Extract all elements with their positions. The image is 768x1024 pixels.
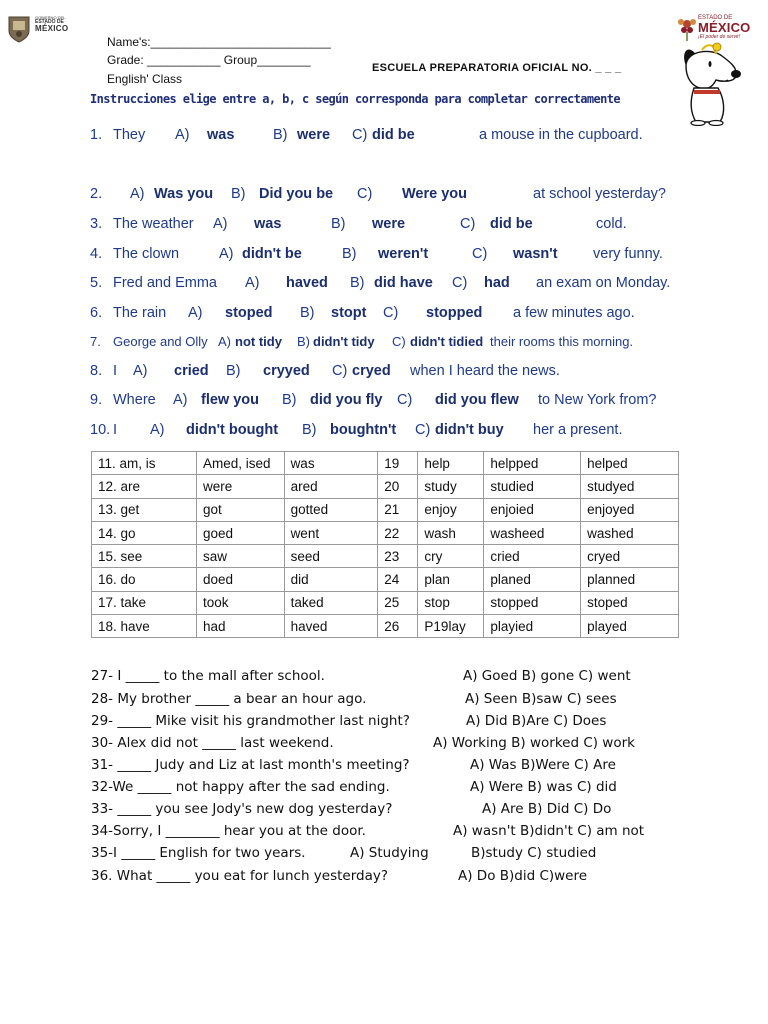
table-cell[interactable]: took	[197, 591, 285, 614]
table-cell: P19lay	[418, 615, 484, 638]
table-cell: 11. am, is	[92, 452, 197, 475]
option-c[interactable]: did be	[372, 127, 415, 143]
table-cell: cry	[418, 545, 484, 568]
table-cell[interactable]: planned	[581, 568, 679, 591]
table-cell[interactable]: goed	[197, 521, 285, 544]
logo-text-line2: MÉXICO	[698, 20, 751, 36]
option-a[interactable]: was	[207, 127, 235, 143]
table-cell: enjoy	[418, 498, 484, 521]
snoopy-illustration	[672, 42, 752, 126]
exercise-28-options[interactable]: A) Seen B)saw C) sees	[465, 691, 617, 707]
exercise-29-options[interactable]: A) Did B)Are C) Does	[466, 713, 607, 729]
option-a[interactable]: didn't be	[242, 246, 302, 262]
option-a[interactable]: stoped	[225, 305, 273, 321]
exercise-35-options-bc[interactable]: B)study C) studied	[471, 845, 597, 861]
exercise-35: 35-I _____ English for two years.	[91, 845, 306, 861]
option-a[interactable]: not tidy	[235, 334, 282, 349]
table-cell: 12. are	[92, 475, 197, 498]
option-b[interactable]: were	[297, 127, 331, 143]
table-cell: stop	[418, 591, 484, 614]
logo-text-line3: MÉXICO	[35, 24, 69, 34]
table-cell[interactable]: doed	[197, 568, 285, 591]
table-row	[92, 591, 679, 614]
option-a[interactable]: cried	[174, 363, 209, 379]
exercise-33-options[interactable]: A) Are B) Did C) Do	[482, 801, 612, 817]
exercise-31: 31- _____ Judy and Liz at last month's meeting?	[91, 757, 410, 773]
table-cell[interactable]: studyed	[581, 475, 679, 498]
table-cell[interactable]: had	[197, 615, 285, 638]
table-cell[interactable]: seed	[284, 545, 378, 568]
option-b[interactable]: cryyed	[263, 363, 310, 379]
table-row	[92, 452, 679, 475]
table-cell: 14. go	[92, 521, 197, 544]
option-c[interactable]: cryed	[352, 363, 391, 379]
exercise-35-option-a[interactable]: A) Studying	[350, 845, 429, 861]
table-cell: 26	[378, 615, 418, 638]
exercise-27-options[interactable]: A) Goed B) gone C) went	[463, 668, 631, 684]
option-c[interactable]: Were you	[402, 186, 468, 202]
flower-emblem-icon	[676, 14, 698, 42]
table-cell: 13. get	[92, 498, 197, 521]
option-a[interactable]: was	[254, 216, 282, 232]
table-cell[interactable]: got	[197, 498, 285, 521]
exercise-34: 34-Sorry, I ________ hear you at the door.	[91, 823, 366, 839]
logo-text-line1: GOBIERNO DEL	[35, 15, 66, 20]
table-cell: 17. take	[92, 591, 197, 614]
table-cell: 23	[378, 545, 418, 568]
option-a[interactable]: didn't bought	[186, 422, 279, 438]
option-a[interactable]: haved	[286, 275, 328, 291]
table-cell[interactable]: cried	[484, 545, 581, 568]
logo-text-line1: ESTADO DE	[698, 15, 733, 21]
table-cell: 21	[378, 498, 418, 521]
option-a[interactable]: flew you	[201, 392, 260, 408]
option-c[interactable]: did be	[490, 216, 533, 232]
table-cell[interactable]: enjoyed	[581, 498, 679, 521]
option-c[interactable]: did you flew	[435, 392, 519, 408]
exercise-32: 32-We _____ not happy after the sad ending.	[91, 779, 390, 795]
table-cell[interactable]: saw	[197, 545, 285, 568]
table-cell[interactable]: studied	[484, 475, 581, 498]
table-cell[interactable]: gotted	[284, 498, 378, 521]
table-cell[interactable]: playied	[484, 615, 581, 638]
verb-past-tense-table	[91, 451, 679, 638]
table-cell: 19	[378, 452, 418, 475]
table-cell[interactable]: washeed	[484, 521, 581, 544]
logo-text-line2: ESTADO DE	[35, 19, 64, 26]
option-b[interactable]: stopt	[331, 305, 367, 321]
table-cell: plan	[418, 568, 484, 591]
table-cell: 16. do	[92, 568, 197, 591]
table-row	[92, 521, 679, 544]
exercise-27: 27- I _____ to the mall after school.	[91, 668, 325, 684]
table-cell[interactable]: enjoied	[484, 498, 581, 521]
table-cell[interactable]: went	[284, 521, 378, 544]
exercise-30-options[interactable]: A) Working B) worked C) work	[433, 735, 635, 751]
grade-group-field[interactable]: Grade: ___________ Group________	[107, 53, 311, 67]
option-b[interactable]: didn't tidy	[313, 334, 375, 349]
table-cell: wash	[418, 521, 484, 544]
table-row	[92, 545, 679, 568]
coat-of-arms-icon	[6, 14, 32, 44]
table-row	[92, 568, 679, 591]
class-label: English' Class	[107, 72, 182, 86]
table-cell[interactable]: cryed	[581, 545, 679, 568]
option-c[interactable]: didn't tidied	[410, 334, 484, 349]
table-cell: study	[418, 475, 484, 498]
option-a[interactable]: Was you	[154, 186, 214, 202]
exercise-36: 36. What _____ you eat for lunch yesterday?	[91, 868, 389, 884]
exercise-31-options[interactable]: A) Was B)Were C) Are	[470, 757, 616, 773]
table-cell[interactable]: stoped	[581, 591, 679, 614]
table-cell[interactable]: helped	[581, 452, 679, 475]
table-cell: help	[418, 452, 484, 475]
exercise-34-options[interactable]: A) wasn't B)didn't C) am not	[453, 823, 645, 839]
table-row	[92, 615, 679, 638]
option-c[interactable]: wasn't	[513, 246, 558, 262]
table-cell[interactable]: was	[284, 452, 378, 475]
instructions: Instrucciones elige entre a, b, c según corresponda para completar correctamente	[90, 92, 620, 106]
state-government-logo	[6, 14, 74, 48]
logo-slogan: ¡El poder de servir!	[698, 33, 741, 40]
table-cell: 18. have	[92, 615, 197, 638]
table-cell[interactable]: Amed, ised	[197, 452, 285, 475]
exercise-30: 30- Alex did not _____ last weekend.	[91, 735, 334, 751]
option-b[interactable]: boughtn't	[330, 422, 397, 438]
table-cell[interactable]: planed	[484, 568, 581, 591]
exercise-28: 28- My brother _____ a bear an hour ago.	[91, 691, 367, 707]
option-b[interactable]: were	[372, 216, 406, 232]
school-name: ESCUELA PREPARATORIA OFICIAL NO. _ _ _	[372, 62, 622, 74]
table-cell: 15. see	[92, 545, 197, 568]
exercise-36-options[interactable]: A) Do B)did C)were	[458, 868, 588, 884]
table-cell[interactable]: ared	[284, 475, 378, 498]
table-cell[interactable]: washed	[581, 521, 679, 544]
option-b[interactable]: did you fly	[310, 392, 383, 408]
option-b[interactable]: did have	[374, 275, 433, 291]
exercise-29: 29- _____ Mike visit his grandmother last night?	[91, 713, 410, 729]
table-cell[interactable]: did	[284, 568, 378, 591]
table-cell[interactable]: haved	[284, 615, 378, 638]
exercise-32-options[interactable]: A) Were B) was C) did	[470, 779, 617, 795]
table-cell[interactable]: played	[581, 615, 679, 638]
table-cell: 25	[378, 591, 418, 614]
option-b[interactable]: weren't	[378, 246, 429, 262]
table-cell[interactable]: taked	[284, 591, 378, 614]
table-cell[interactable]: were	[197, 475, 285, 498]
exercise-33: 33- _____ you see Jody's new dog yesterday?	[91, 801, 393, 817]
table-cell: 20	[378, 475, 418, 498]
option-c[interactable]: had	[484, 275, 510, 291]
name-field[interactable]: Name's:___________________________	[107, 35, 331, 49]
option-c[interactable]: didn't buy	[435, 422, 504, 438]
option-c[interactable]: stopped	[426, 305, 483, 321]
option-b[interactable]: Did you be	[259, 186, 334, 202]
table-row	[92, 498, 679, 521]
table-cell[interactable]: helpped	[484, 452, 581, 475]
table-cell[interactable]: stopped	[484, 591, 581, 614]
table-cell: 24	[378, 568, 418, 591]
table-cell: 22	[378, 521, 418, 544]
table-row	[92, 475, 679, 498]
